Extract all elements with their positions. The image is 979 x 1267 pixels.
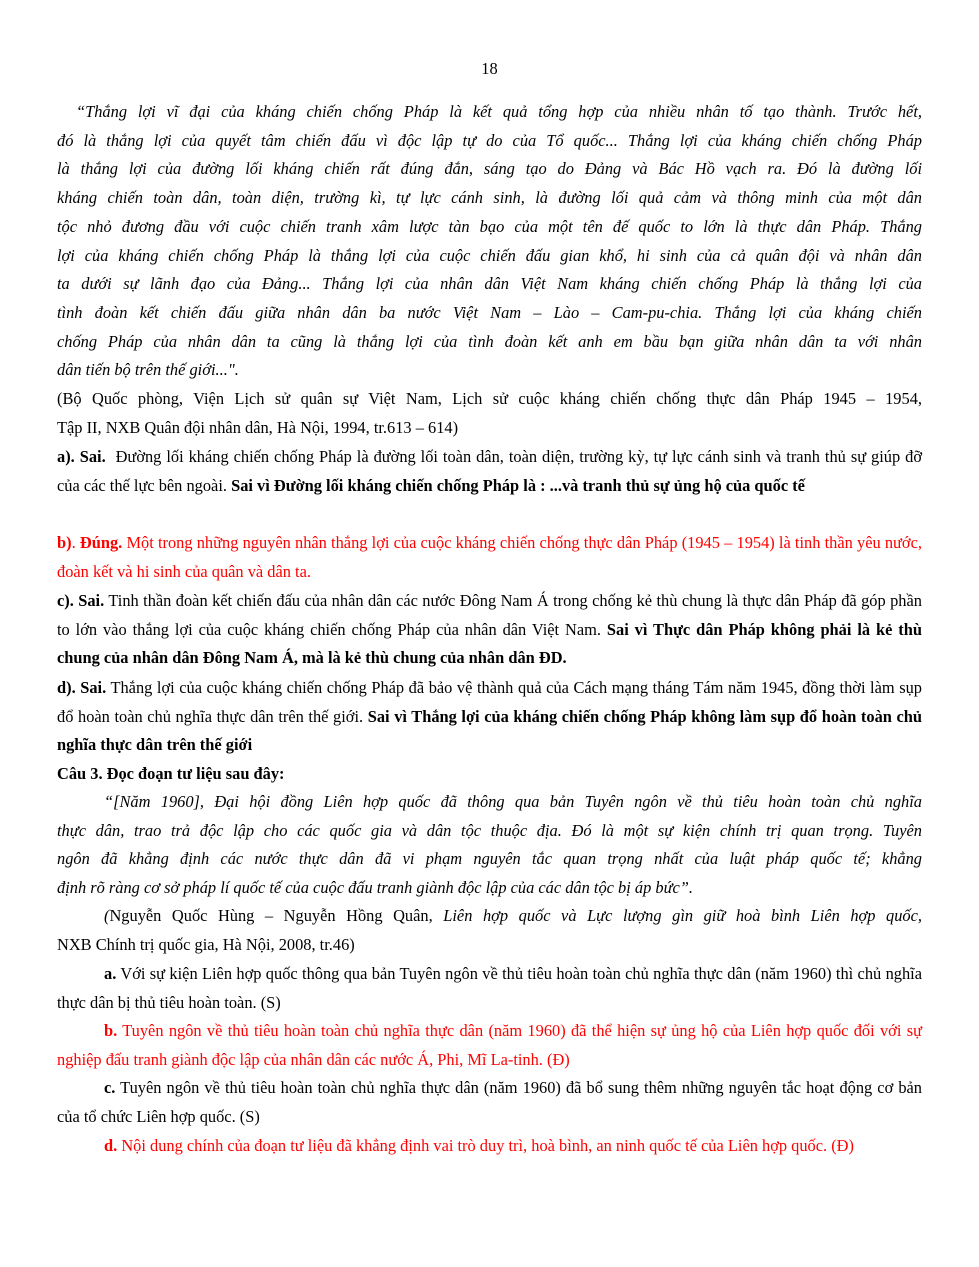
- answer-b-text: Một trong những nguyên nhân thắng lợi của cuộc kháng chiến chống thực dân Pháp (1945 – 1954) là tinh thần yêu nước, đoàn kết và hi sinh của quân và dân ta.: [57, 533, 922, 581]
- option-d-label: d.: [104, 1136, 118, 1155]
- quote-line: đó là thắng lợi của quyết tâm chiến đấu vì độc lập tự do của Tổ quốc... Thắng lợi của kháng chiến chống Pháp: [57, 130, 922, 150]
- quote-line: kháng chiến toàn dân, toàn diện, trường kì, tự lực cánh sinh, là đường lối quả cảm và thông minh của một dân: [57, 188, 922, 208]
- quote-line: lợi của kháng chiến chống Pháp là thắng lợi của cuộc chiến đấu gian khổ, hi sinh của cả quân đội và nhân dân: [57, 245, 922, 265]
- answer-c-text: Tinh thần đoàn kết chiến đấu của nhân dân các nước Đông Nam Á trong chống kẻ thù chung là thực dân Pháp đã góp phần to lớn vào thắng lợi của cuộc kháng chiến chống Pháp của nhân dân Việt Nam.: [57, 591, 922, 639]
- quote-line: tình đoàn kết chiến đấu giữa nhân dân ba nước Việt Nam – Lào – Cam-pu-chia. Thắng lợi của kháng chiến: [57, 302, 922, 322]
- source-authors: Nguyễn Quốc Hùng – Nguyễn Hồng Quân: [109, 906, 429, 925]
- option-d-text: Nội dung chính của đoạn tư liệu đã khẳng định vai trò duy trì, hoà bình, an ninh quốc tế của Liên hợp quốc. (Đ): [121, 1136, 854, 1155]
- option-c-label: c.: [104, 1078, 116, 1097]
- answer-d-verdict: . Sai.: [71, 678, 107, 697]
- answer-d-reason: Sai vì Thắng lợi của kháng chiến chống Pháp không làm sụp đổ hoàn toàn chủ nghĩa thực dân trên thế giới: [57, 706, 923, 755]
- quote-line: định rõ ràng cơ sở pháp lí quốc tế của cuộc đấu tranh giành độc lập của các dân tộc bị áp bức”.: [57, 877, 693, 897]
- answer-b-verdict: Đúng.: [79, 533, 123, 552]
- answer-d-text: Thắng lợi của cuộc kháng chiến chống Pháp đã bảo vệ thành quả của Cách mạng tháng Tám năm 1945, đồng thời làm sụp đổ hoàn toàn chủ nghĩa thực dân trên thế giới.: [57, 678, 922, 726]
- answer-b-letter: b): [57, 533, 72, 552]
- answer-a-label: a). Sai.: [57, 447, 106, 466]
- quote-source-1: [57, 385, 922, 442]
- source-line-2: NXB Chính trị quốc gia, Hà Nội, 2008, tr.46): [57, 934, 355, 954]
- quote-source-3: [57, 902, 922, 959]
- quote-line: dân tiến bộ trên thế giới...".: [57, 360, 239, 380]
- source-line-1: [57, 902, 922, 931]
- quote-line: ngôn đã khẳng định các nước thực dân đã vi phạm nguyên tắc quan trọng nhất của luật pháp quốc tế; khẳng: [57, 849, 922, 868]
- option-a: [57, 960, 922, 1017]
- source-line: Tập II, NXB Quân đội nhân dân, Hà Nội, 1994, tr.613 – 614): [57, 417, 459, 437]
- quote-line: tộc nhỏ đương đầu với cuộc chiến tranh xâm lược tàn bạo của một tên đế quốc to lớn là thực dân Pháp. Thắng: [57, 216, 922, 236]
- quote-line: chống Pháp của nhân dân ta cũng là thắng lợi của tình đoàn kết anh em bầu bạn giữa nhân dân ta với nhân: [57, 331, 922, 351]
- answer-a: [57, 443, 922, 500]
- option-d: [57, 1132, 922, 1161]
- source-line: (Bộ Quốc phòng, Viện Lịch sử quân sự Việt Nam, Lịch sử cuộc kháng chiến chống thực dân Pháp 1945 – 1954,: [57, 389, 922, 408]
- answer-b: [57, 529, 922, 586]
- answer-d: [57, 674, 922, 760]
- quote-block-3: [57, 788, 922, 902]
- answer-d-letter: d): [57, 678, 72, 697]
- answer-c-reason: Sai vì Thực dân Pháp không phải là kẻ thù chung của nhân dân Đông Nam Á, mà là kẻ thù chung của nhân dân ĐD.: [57, 619, 922, 668]
- answer-a-reason: Sai vì Đường lối kháng chiến chống Pháp là : ...và tranh thủ sự ủng hộ của quốc tế: [231, 475, 805, 495]
- option-a-text: Với sự kiện Liên hợp quốc thông qua bản Tuyên ngôn về thủ tiêu hoàn toàn chủ nghĩa thực dân (năm 1960) thì chủ nghĩa thực dân bị thủ tiêu hoàn toàn. (S): [57, 964, 922, 1012]
- answer-b-dot: .: [71, 533, 76, 552]
- option-b-text: Tuyên ngôn về thủ tiêu hoàn toàn chủ nghĩa thực dân (năm 1960) đã thể hiện sự ủng hộ của Liên hợp quốc đối với sự nghiệp đấu tranh giành độc lập của nhân dân các nước Á, Phi, Mĩ La-tinh. (Đ): [57, 1021, 922, 1069]
- page-number: 18: [481, 59, 498, 78]
- option-c: [57, 1074, 922, 1131]
- answer-a-text: Đường lối kháng chiến chống Pháp là đường lối toàn dân, toàn diện, trường kỳ, tự lực cánh sinh và tranh thủ sự giúp đỡ của các thế lực bên ngoài.: [57, 447, 922, 495]
- option-b: [57, 1017, 922, 1074]
- source-open: (: [104, 906, 110, 925]
- source-title: Liên hợp quốc và Lực lượng gìn giữ hoà bình Liên hợp quốc,: [443, 906, 923, 925]
- option-b-label: b.: [104, 1021, 118, 1040]
- option-c-text: Tuyên ngôn về thủ tiêu hoàn toàn chủ nghĩa thực dân (năm 1960) đã bổ sung thêm những nguyên tắc hoạt động cơ bản của tổ chức Liên hợp quốc. (S): [57, 1078, 922, 1126]
- option-a-label: a.: [104, 964, 117, 983]
- answer-c: [57, 587, 922, 673]
- answer-c-label: c). Sai.: [57, 591, 105, 610]
- source-comma: ,: [428, 906, 433, 925]
- quote-block-1: [57, 98, 922, 385]
- quote-line: “[Năm 1960], Đại hội đồng Liên hợp quốc đã thông qua bản Tuyên ngôn về thủ tiêu hoàn toàn chủ nghĩa: [104, 792, 922, 811]
- quote-line: “Thắng lợi vĩ đại của kháng chiến chống Pháp là kết quả tổng hợp của nhiều nhân tố tạo thành. Trước hết,: [76, 102, 922, 121]
- quote-line: thực dân, trao trả độc lập cho các quốc gia và dân tộc thuộc địa. Đó là một sự kiện chính trị quan trọng. Tuyên: [57, 820, 922, 840]
- quote-line: ta dưới sự lãnh đạo của Đảng... Thắng lợi của nhân dân Việt Nam kháng chiến chống Pháp là thắng lợi của: [57, 274, 922, 294]
- question-3-heading: Câu 3. Đọc đoạn tư liệu sau đây:: [57, 764, 285, 783]
- quote-line: là thắng lợi của đường lối kháng chiến rất đúng đắn, sáng tạo do Đảng và Bác Hồ vạch ra. Đó là đường lối: [57, 159, 922, 179]
